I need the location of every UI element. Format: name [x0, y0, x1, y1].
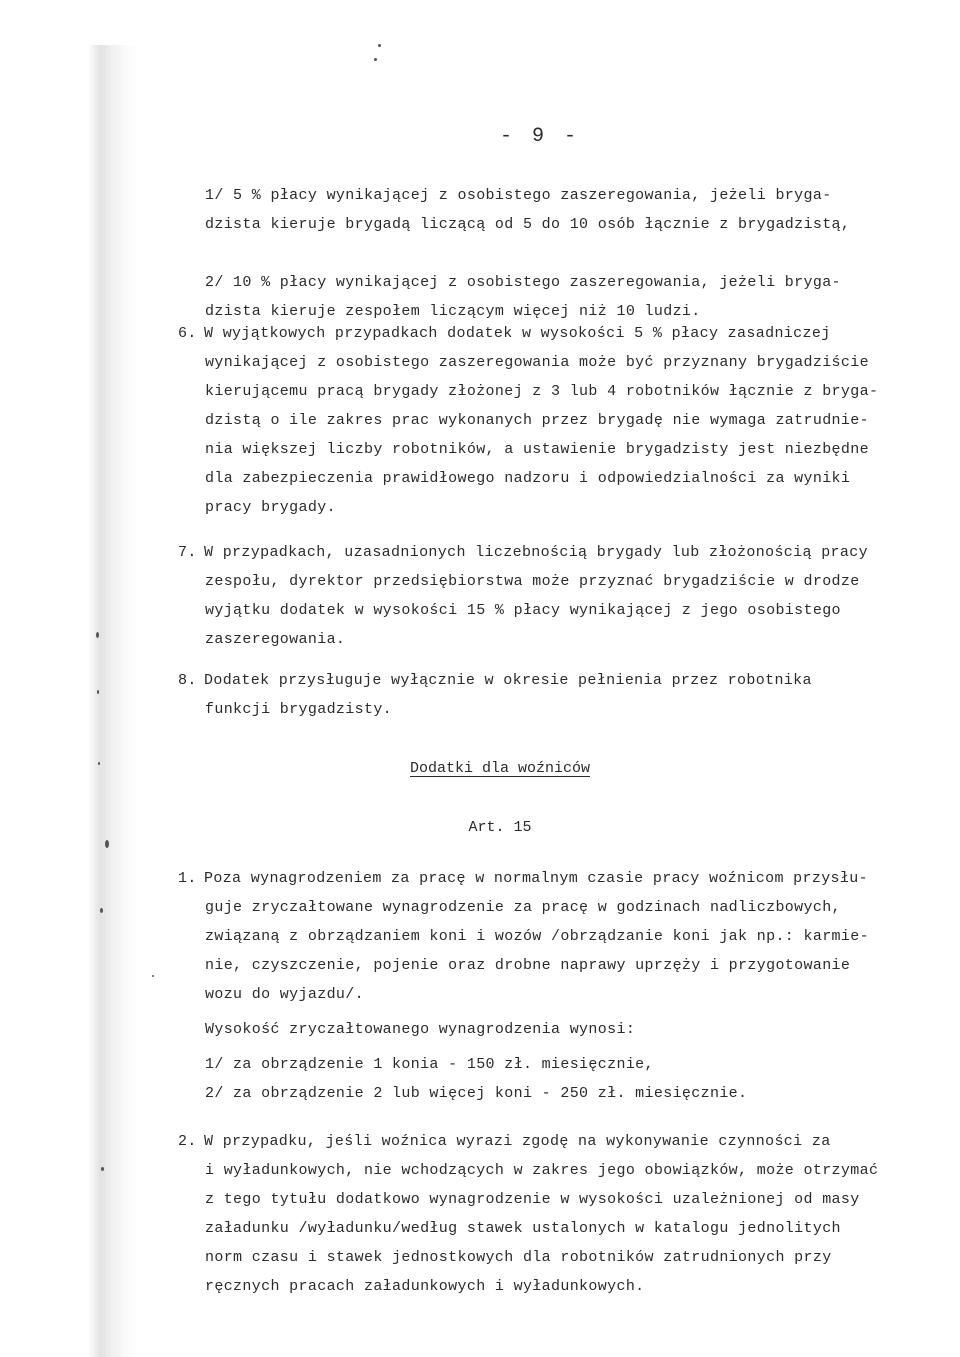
paragraph-line: norm czasu i stawek jednostkowych dla robotników zatrudnionych przy	[205, 1249, 832, 1266]
item-1-line: dzista kieruje brygadą liczącą od 5 do 10 osób łącznie z brygadzistą,	[205, 216, 851, 233]
paragraph-line: z tego tytułu dodatkowo wynagrodzenie w wysokości uzależnionej od masy	[205, 1191, 860, 1208]
list-item: 1/ za obrządzenie 1 konia - 150 zł. miesięcznie,	[205, 1056, 654, 1073]
page-number: - 9 -	[499, 125, 580, 148]
article-number: Art. 15	[468, 819, 532, 836]
paragraph-6	[178, 319, 948, 522]
paragraph-line: wozu do wyjazdu/.	[205, 986, 364, 1003]
paragraph-line: nie, czyszczenie, pojenie oraz drobne naprawy uprzęży i przygotowanie	[205, 957, 851, 974]
paragraph-line: ręcznych pracach załadunkowych i wyładunkowych.	[205, 1278, 645, 1295]
paragraph-number: 6.	[178, 325, 197, 342]
paragraph-line: W przypadku, jeśli woźnica wyrazi zgodę na wykonywanie czynności za	[204, 1133, 831, 1150]
paragraph-line: wynikającej z osobistego zaszeregowania może być przyznany brygadziście	[205, 354, 869, 371]
paragraph-number: 7.	[178, 544, 197, 561]
paragraph-8	[178, 666, 948, 724]
paragraph-line: kierującemu pracą brygady złożonej z 3 lub 4 robotników łącznie z bryga-	[205, 383, 879, 400]
paragraph-line: załadunku /wyładunku/według stawek ustalonych w katalogu jednolitych	[205, 1220, 841, 1237]
list-item: 2/ za obrządzenie 2 lub więcej koni - 250 zł. miesięcznie.	[205, 1085, 748, 1102]
paragraph-line: wyjątku dodatek w wysokości 15 % płacy wynikającej z jego osobistego	[205, 602, 841, 619]
article-15-paragraph-1	[178, 864, 948, 1108]
paragraph-line: dla zabezpieczenia prawidłowego nadzoru i odpowiedzialności za wyniki	[205, 470, 851, 487]
article-15-paragraph-2	[178, 1127, 948, 1301]
paragraph-line: W wyjątkowych przypadkach dodatek w wysokości 5 % płacy zasadniczej	[204, 325, 831, 342]
paragraph-line: pracy brygady.	[205, 499, 336, 516]
paragraph-line: guje zryczałtowane wynagrodzenie za pracę w godzinach nadliczbowych,	[205, 899, 841, 916]
paragraph-line: dzistą o ile zakres prac wykonanych przez brygadę nie wymaga zatrudnie-	[205, 412, 869, 429]
items-block	[178, 181, 948, 326]
paragraph-number: 1.	[178, 870, 197, 887]
paragraph-line: Poza wynagrodzeniem za pracę w normalnym czasie pracy woźnicom przysłu-	[204, 870, 868, 887]
paragraph-line: funkcji brygadzisty.	[205, 701, 393, 718]
item-2-line: dzista kieruje zespołem liczącym więcej niż 10 ludzi.	[205, 303, 701, 320]
item-1-line: 1/ 5 % płacy wynikającej z osobistego zaszeregowania, jeżeli bryga-	[205, 187, 832, 204]
paragraph-line: związaną z obrządzaniem koni i wozów /obrządzanie koni jak np.: karmie-	[205, 928, 869, 945]
paragraph-line: Wysokość zryczałtowanego wynagrodzenia wynosi:	[205, 1021, 636, 1038]
paragraph-number: 8.	[178, 672, 197, 689]
section-title: Dodatki dla woźniców	[409, 760, 591, 777]
paragraph-line: Dodatek przysługuje wyłącznie w okresie pełnienia przez robotnika	[204, 672, 812, 689]
paragraph-7	[178, 538, 948, 654]
spacer	[178, 239, 948, 268]
paragraph-line: i wyładunkowych, nie wchodzących w zakres jego obowiązków, może otrzymać	[205, 1162, 879, 1179]
paragraph-line: zaszeregowania.	[205, 631, 346, 648]
item-2-line: 2/ 10 % płacy wynikającej z osobistego zaszeregowania, jeżeli bryga-	[205, 274, 841, 291]
paragraph-line: zespołu, dyrektor przedsiębiorstwa może przyznać brygadziście w drodze	[205, 573, 860, 590]
paragraph-line: W przypadkach, uzasadnionych liczebnością brygady lub złożonością pracy	[204, 544, 868, 561]
paragraph-line: nia większej liczby robotników, a ustawienie brygadzisty jest niezbędne	[205, 441, 869, 458]
paragraph-number: 2.	[178, 1133, 197, 1150]
